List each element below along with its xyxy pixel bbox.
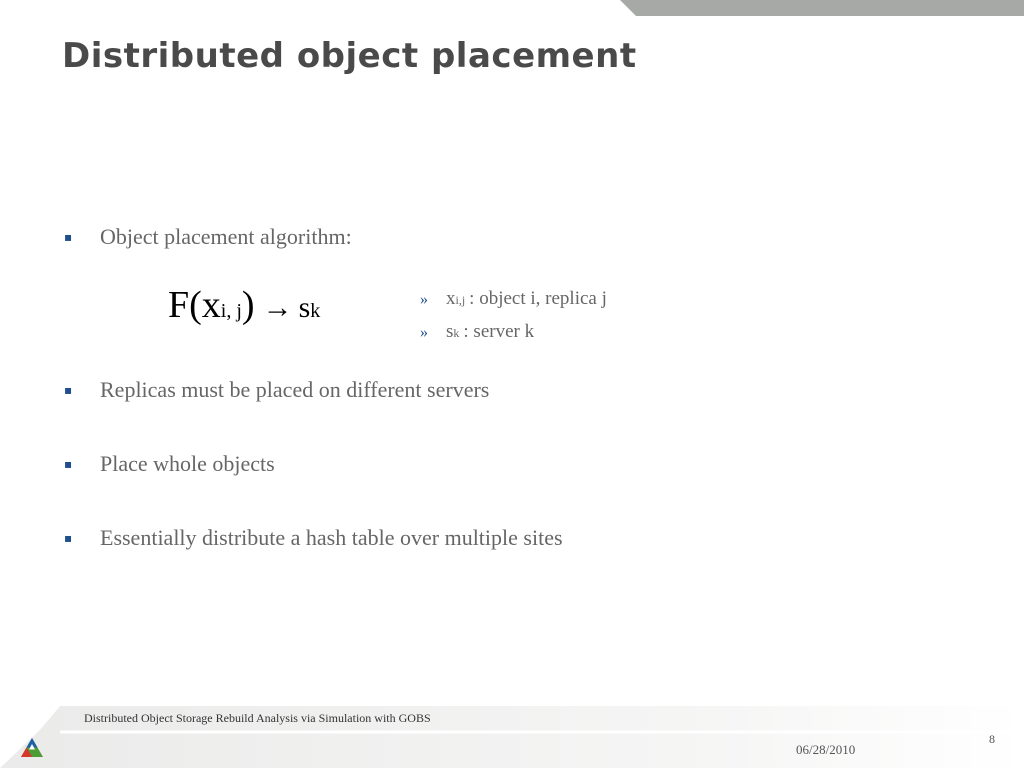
formula-variable: x: [201, 284, 221, 326]
formula-close-paren: ): [241, 284, 255, 326]
top-decorative-bar: [0, 0, 1024, 16]
slide-title: Distributed object placement: [62, 36, 637, 76]
formula-subscript: i, j: [220, 300, 242, 322]
bullet-text: Place whole objects: [100, 451, 275, 476]
sub-bullet-variable: x: [446, 288, 456, 309]
formula-result: s: [298, 291, 311, 324]
bullet-text: Object placement algorithm:: [100, 224, 352, 249]
sub-bullet-server-definition: [420, 321, 534, 343]
bullet-text: Essentially distribute a hash table over multiple sites: [100, 525, 563, 550]
bullet-text: Replicas must be placed on different servers: [100, 377, 490, 402]
sub-bullet-subscript: i,j: [455, 293, 466, 307]
footer-presentation-title: Distributed Object Storage Rebuild Analysis via Simulation with GOBS: [84, 711, 431, 725]
page-number: 8: [989, 732, 995, 746]
bullet-replicas-different-servers: [64, 377, 489, 403]
sub-bullet-variable: s: [446, 321, 454, 342]
sub-bullet-object-definition: [420, 288, 607, 310]
formula-result-subscript: k: [310, 300, 321, 322]
bullet-marker-icon: ▪: [64, 531, 73, 545]
footer-date: 06/28/2010: [796, 742, 856, 757]
sub-bullet-marker-icon: »: [420, 291, 428, 308]
sub-bullet-description: : object i, replica j: [469, 288, 607, 309]
bullet-marker-icon: ▪: [64, 383, 73, 397]
placement-formula: [168, 286, 320, 324]
sub-bullet-description: : server k: [463, 321, 535, 342]
argonne-logo-icon: [20, 737, 44, 759]
bullet-marker-icon: ▪: [64, 230, 73, 244]
formula-function: F(: [168, 284, 202, 326]
bullet-marker-icon: ▪: [64, 457, 73, 471]
arrow-icon: →: [262, 291, 293, 324]
sub-bullet-subscript: k: [453, 326, 460, 340]
bullet-place-whole-objects: [64, 451, 275, 477]
bullet-distribute-hash-table: [64, 525, 563, 551]
sub-bullet-marker-icon: »: [420, 324, 428, 341]
bullet-object-placement-algorithm: [64, 224, 352, 250]
